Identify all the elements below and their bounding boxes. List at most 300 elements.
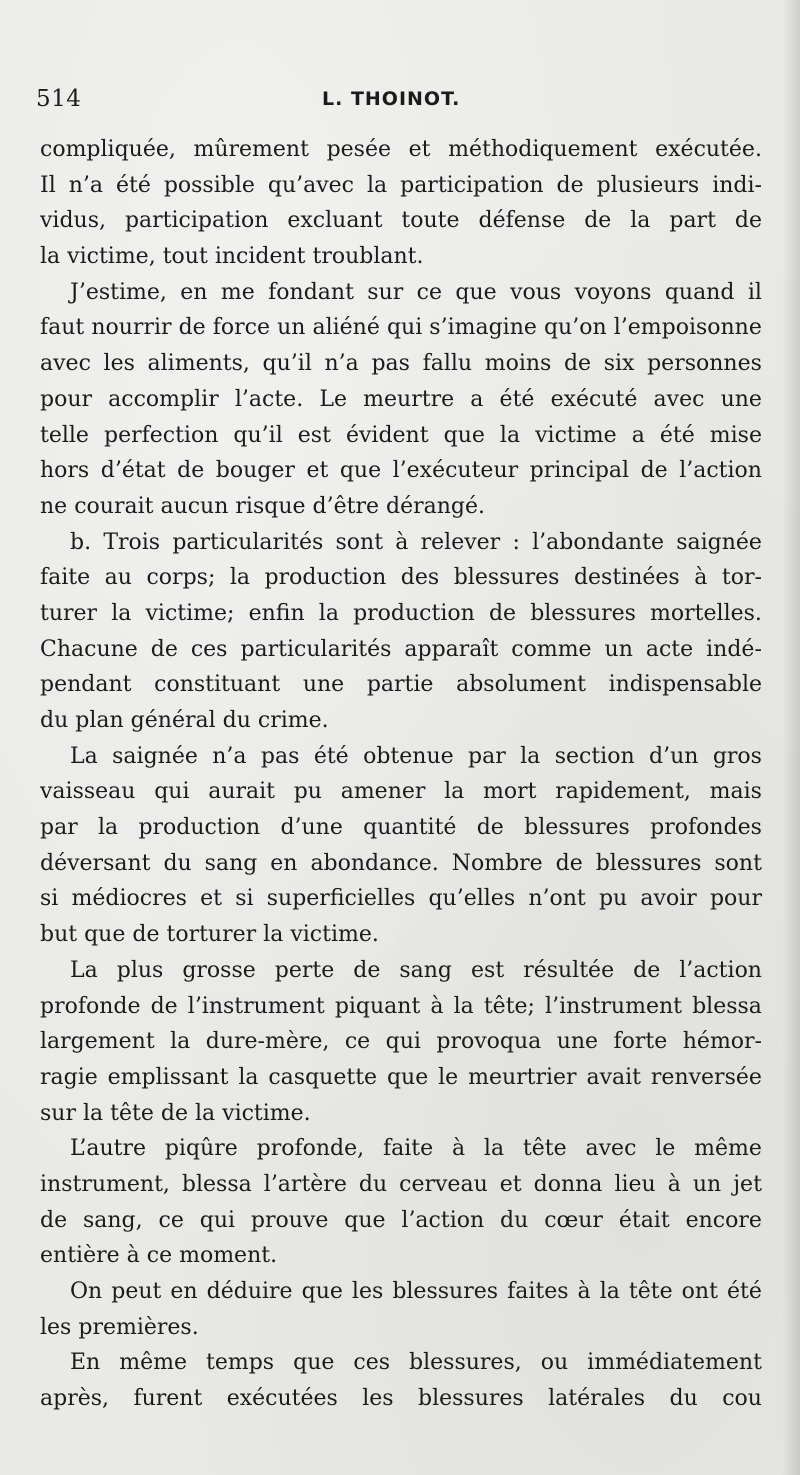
word: sur <box>367 279 404 305</box>
word: indé- <box>706 636 762 662</box>
word: qui <box>154 779 190 805</box>
word: Trois <box>103 529 161 555</box>
word: faite <box>40 565 91 591</box>
word: qu’on <box>543 315 607 341</box>
word: si <box>235 886 254 912</box>
word: tête; <box>483 993 535 1019</box>
text-line <box>40 739 762 775</box>
text-line <box>40 632 762 668</box>
word: la <box>599 1279 620 1304</box>
word: à <box>667 1171 681 1197</box>
word: : <box>512 529 520 555</box>
word: meurtrier <box>468 1064 577 1090</box>
word: de <box>563 351 592 377</box>
word: la <box>366 172 388 198</box>
word: une <box>556 1029 599 1055</box>
word: la <box>82 1100 104 1126</box>
word: piquant <box>334 993 421 1019</box>
word: n’a <box>212 743 247 769</box>
word: aucun <box>160 493 229 519</box>
word: la <box>453 993 474 1019</box>
word: que <box>301 1279 343 1304</box>
word: ce <box>344 1029 371 1055</box>
word: amener <box>340 779 426 805</box>
word: de <box>353 957 381 983</box>
word: ce <box>146 1243 173 1269</box>
text-line <box>40 1131 762 1167</box>
word: Il <box>40 172 56 198</box>
word: plan <box>75 708 124 733</box>
word: provoqua <box>436 1029 542 1055</box>
word: sang <box>399 957 453 983</box>
word: un <box>692 1171 722 1197</box>
word: part <box>669 208 716 234</box>
word: la <box>194 1100 216 1126</box>
word: J’estime, <box>70 279 167 305</box>
word: ce <box>416 279 443 305</box>
word: meurtre <box>363 386 455 412</box>
word: l’exécuteur <box>392 458 519 484</box>
word: l’action <box>401 1207 485 1233</box>
word: vidus, <box>40 208 106 234</box>
word: que <box>386 1064 429 1090</box>
word: que <box>443 422 485 448</box>
word: avec <box>40 351 91 377</box>
text-line <box>40 418 762 454</box>
word: à <box>577 1279 591 1304</box>
word: l’empoisonne <box>613 315 762 341</box>
word: le <box>438 1064 459 1090</box>
word: troublant. <box>312 244 424 270</box>
word: la <box>170 1029 191 1055</box>
word: les <box>351 1279 384 1304</box>
text-line <box>40 203 762 239</box>
word: tor- <box>721 565 762 591</box>
word: méthodiquement <box>448 137 638 162</box>
word: qui <box>386 315 423 341</box>
word: risque <box>235 493 306 519</box>
word: que <box>293 1350 335 1376</box>
word: été <box>726 1279 762 1304</box>
word: de <box>40 1207 68 1233</box>
word: particularités <box>240 636 392 662</box>
word: il <box>747 279 762 305</box>
word: que <box>455 279 497 305</box>
word: sang, <box>82 1207 143 1233</box>
word: rapidement, <box>555 779 691 805</box>
word: donna <box>533 1171 603 1197</box>
word: les <box>103 351 135 377</box>
word: en <box>180 279 208 305</box>
word: du <box>669 1386 698 1412</box>
word: cou <box>722 1386 762 1412</box>
word: une <box>720 386 762 412</box>
word: profondes <box>650 815 762 841</box>
word: possible <box>163 172 255 198</box>
word: l’artère <box>263 1171 347 1197</box>
word: b. <box>70 529 92 555</box>
word: qu’elles <box>428 886 516 912</box>
word: torturer <box>166 922 257 948</box>
word: pu <box>293 779 322 805</box>
word: participation <box>124 208 269 234</box>
word: de <box>150 993 178 1019</box>
word: la <box>499 422 521 448</box>
word: fallu <box>422 351 473 377</box>
word: ont <box>681 1279 718 1304</box>
word: du <box>358 1171 388 1197</box>
word: largement <box>40 1029 155 1055</box>
word: de <box>160 1100 188 1126</box>
word: pour <box>709 886 762 912</box>
word: la <box>229 565 251 591</box>
word: excluant <box>287 208 383 234</box>
word: forte <box>613 1029 668 1055</box>
word: voyons <box>574 279 652 305</box>
word: casquette <box>268 1064 378 1090</box>
word: enfin <box>248 600 305 626</box>
word: Chacune <box>40 636 138 662</box>
page-header <box>36 86 766 122</box>
word: tête <box>522 1136 567 1162</box>
word: toute <box>401 208 460 234</box>
word: une <box>302 672 345 698</box>
word: que <box>84 922 126 948</box>
word: perfection <box>103 422 219 448</box>
word: le <box>655 1136 676 1162</box>
word: exécuté <box>550 386 638 412</box>
word: relever <box>420 529 501 555</box>
word: l’instrument <box>545 993 682 1019</box>
word: été <box>115 172 151 198</box>
word: gros <box>712 743 762 769</box>
word: saignée <box>112 743 198 769</box>
word: En <box>70 1350 101 1376</box>
word: L’autre <box>70 1136 146 1162</box>
word: d’un <box>649 743 699 769</box>
word: de <box>476 815 504 841</box>
word: d’être <box>312 493 380 519</box>
word: de <box>556 172 584 198</box>
word: ragie <box>40 1064 98 1090</box>
word: personnes <box>647 351 762 377</box>
text-line <box>40 168 762 204</box>
word: turer <box>40 600 98 626</box>
text-line <box>40 1024 762 1060</box>
word: corps; <box>146 565 216 591</box>
word: pas <box>260 743 300 769</box>
word: du <box>222 708 251 733</box>
word: victime; <box>145 600 235 626</box>
word: en <box>170 1279 198 1304</box>
word: prouve <box>250 1207 329 1233</box>
page-edge-shadow <box>782 0 800 1475</box>
word: avait <box>586 1064 642 1090</box>
word: n’ont <box>528 886 586 912</box>
word: qu’il <box>233 422 283 448</box>
word: la <box>40 244 61 270</box>
word: blessures <box>392 1279 499 1304</box>
word: instrument, <box>40 1171 170 1197</box>
word: été <box>313 743 349 769</box>
word: qui <box>385 1029 421 1055</box>
text-line <box>40 1274 762 1310</box>
word: hors <box>40 458 90 484</box>
word: vaisseau <box>40 779 136 805</box>
word: avec <box>653 386 705 412</box>
word: d’une <box>280 815 343 841</box>
text-line <box>40 774 762 810</box>
word: acte <box>645 636 694 662</box>
word: exécutée. <box>655 137 762 162</box>
word: production <box>138 815 261 841</box>
word: avec <box>585 1136 637 1162</box>
word: mort <box>483 779 537 805</box>
word: blessures <box>595 850 702 876</box>
word: blessa <box>692 993 762 1019</box>
word: la <box>318 600 339 626</box>
word: victime. <box>222 1100 311 1126</box>
text-line <box>40 310 762 346</box>
word: me <box>220 279 255 305</box>
word: après, <box>40 1386 110 1412</box>
word: blessures <box>417 1386 524 1412</box>
text-line <box>40 810 762 846</box>
word: la <box>483 1136 505 1162</box>
word: cœur <box>544 1207 603 1233</box>
text-line <box>40 346 762 382</box>
word: a <box>631 422 645 448</box>
word: profonde, <box>256 1136 365 1162</box>
word: ces <box>353 1350 391 1376</box>
word: un <box>277 315 306 341</box>
word: la <box>444 779 465 805</box>
word: de <box>177 458 205 484</box>
text-line <box>40 489 762 525</box>
word: déversant <box>40 850 151 876</box>
word: du <box>40 708 69 733</box>
word: particularités <box>172 529 324 555</box>
word: jet <box>733 1171 762 1197</box>
word: sont <box>714 850 762 876</box>
text-line <box>40 275 762 311</box>
word: la <box>111 600 132 626</box>
word: et <box>200 886 223 912</box>
word: blessures <box>530 600 636 626</box>
word: si <box>40 886 59 912</box>
word: les <box>40 1314 72 1340</box>
text-line <box>40 239 762 275</box>
word: que <box>344 1207 386 1233</box>
word: est <box>297 422 331 448</box>
word: vous <box>510 279 562 305</box>
text-line <box>40 989 762 1025</box>
word: de <box>584 208 612 234</box>
word: et <box>408 137 431 162</box>
word: l’acte. <box>234 386 304 412</box>
text-line <box>40 132 762 168</box>
word: crime. <box>257 708 329 733</box>
text-line <box>40 596 762 632</box>
word: de <box>633 957 661 983</box>
text-line <box>40 453 762 489</box>
word: blessures, <box>409 1350 522 1376</box>
word: emplissant <box>107 1064 229 1090</box>
text-line <box>40 382 762 418</box>
word: général <box>130 708 216 733</box>
word: pour <box>40 386 93 412</box>
word: exécutées <box>226 1386 338 1412</box>
word: sont <box>335 529 384 555</box>
word: du <box>500 1207 529 1233</box>
text-line <box>40 1238 762 1274</box>
word: est <box>471 957 505 983</box>
word: peut <box>111 1279 162 1304</box>
word: aliéné <box>312 315 380 341</box>
word: à <box>430 993 444 1019</box>
text-line <box>40 1381 762 1417</box>
word: par <box>40 815 78 841</box>
word: de <box>555 850 583 876</box>
word: victime <box>535 422 617 448</box>
page-number: 514 <box>36 86 82 112</box>
word: n’a <box>68 172 103 198</box>
word: plus <box>116 957 164 983</box>
word: superficielles <box>266 886 416 912</box>
word: plusieurs <box>596 172 700 198</box>
word: aliments, <box>147 351 250 377</box>
word: tête <box>628 1279 673 1304</box>
word: telle <box>40 422 89 448</box>
word: avoir <box>640 886 697 912</box>
word: l’abondante <box>532 529 664 555</box>
text-line <box>40 846 762 882</box>
word: abondance. <box>310 850 439 876</box>
word: Le <box>319 386 347 412</box>
word: faites <box>507 1279 569 1304</box>
word: des <box>400 565 440 591</box>
word: blessa <box>181 1171 252 1197</box>
word: défense <box>478 208 566 234</box>
word: obtenue <box>363 743 454 769</box>
text-line <box>40 1096 762 1132</box>
text-line <box>40 881 762 917</box>
word: de <box>150 636 178 662</box>
word: et <box>499 1171 522 1197</box>
word: par <box>468 743 506 769</box>
word: moins <box>484 351 552 377</box>
word: participation <box>400 172 544 198</box>
word: même <box>694 1136 762 1162</box>
running-head: L. THOINOT. <box>322 88 461 110</box>
word: immédiatement <box>587 1350 762 1376</box>
word: destinées <box>573 565 680 591</box>
word: la <box>238 1064 259 1090</box>
text-line <box>40 1167 762 1203</box>
word: Nombre <box>451 850 543 876</box>
word: production <box>353 600 475 626</box>
word: cerveau <box>399 1171 488 1197</box>
word: du <box>163 850 192 876</box>
word: profonde <box>40 993 141 1019</box>
word: indispensable <box>608 672 762 698</box>
word: l’instrument <box>187 993 325 1019</box>
word: perte <box>274 957 335 983</box>
word: et <box>306 458 329 484</box>
word: moment. <box>179 1243 278 1269</box>
text-line <box>40 525 762 561</box>
word: même <box>119 1350 187 1376</box>
word: partie <box>366 672 434 698</box>
word: hémor- <box>682 1029 762 1055</box>
word: ces <box>190 636 228 662</box>
word: renversée <box>650 1064 762 1090</box>
word: mais <box>709 779 762 805</box>
word: sur <box>40 1100 76 1126</box>
word: encore <box>685 1207 762 1233</box>
word: tête <box>110 1100 154 1126</box>
text-line <box>40 667 762 703</box>
word: temps <box>206 1350 275 1376</box>
word: quantité <box>363 815 457 841</box>
word: blessures <box>453 565 560 591</box>
text-line <box>40 953 762 989</box>
word: incident <box>214 244 306 270</box>
text-line <box>40 1345 762 1381</box>
word: premières. <box>78 1314 199 1340</box>
word: dure-mère, <box>205 1029 330 1055</box>
word: ce <box>158 1207 184 1233</box>
text-line <box>40 917 762 953</box>
word: absolument <box>456 672 586 698</box>
word: médiocres <box>71 886 187 912</box>
text-line <box>40 703 762 739</box>
word: résultée <box>523 957 615 983</box>
text-line <box>40 1203 762 1239</box>
word: aurait <box>208 779 275 805</box>
word: courait <box>74 493 154 519</box>
word: dérangé. <box>386 493 486 519</box>
body-text <box>40 132 762 1417</box>
word: faite <box>382 1136 434 1162</box>
word: On <box>70 1279 103 1304</box>
word: au <box>104 565 132 591</box>
word: pas <box>371 351 410 377</box>
word: de <box>132 922 160 948</box>
word: mise <box>709 422 762 448</box>
word: à <box>395 529 409 555</box>
word: la <box>98 815 119 841</box>
word: à <box>126 1243 140 1269</box>
word: à <box>694 565 708 591</box>
word: s’imagine <box>429 315 537 341</box>
word: six <box>603 351 635 377</box>
word: victime, <box>67 244 156 270</box>
word: de <box>488 600 517 626</box>
word: été <box>499 386 535 412</box>
word: que <box>339 458 382 484</box>
word: victime. <box>290 922 379 948</box>
word: l’action <box>679 957 762 983</box>
word: d’état <box>100 458 166 484</box>
word: nourrir <box>91 315 172 341</box>
word: comme <box>511 636 592 662</box>
text-line <box>40 560 762 596</box>
word: lieu <box>614 1171 656 1197</box>
word: déduire <box>206 1279 293 1304</box>
word: pendant <box>40 672 132 698</box>
word: grosse <box>182 957 256 983</box>
